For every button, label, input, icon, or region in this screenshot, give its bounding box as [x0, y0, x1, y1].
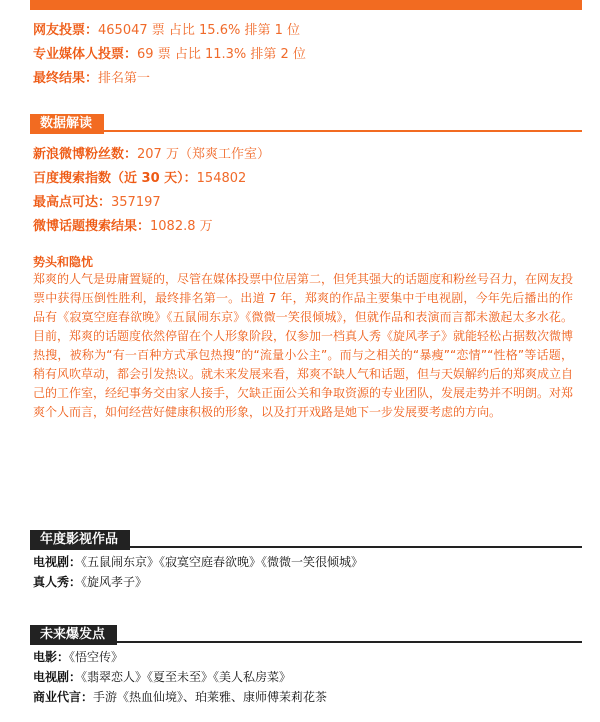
works-tv-value: 《五鼠闹东京》《寂寞空庭春欲晚》《微微一笑很倾城》 [81, 555, 364, 569]
data-row-value: 1082.8 万 [150, 219, 213, 234]
final-result-label: 最终结果： [33, 71, 99, 86]
final-result-value: 排名第一 [98, 71, 151, 86]
future-ad-row [33, 688, 327, 706]
data-row-baidu-index [33, 170, 246, 188]
data-row-value: 357197 [111, 195, 161, 210]
net-vote-value: 465047 票 占比 15.6% 排第 1 位 [98, 23, 301, 38]
future-ad-label: 商业代言： [33, 690, 94, 704]
media-vote-label: 专业媒体人投票： [33, 47, 138, 62]
net-vote-row [33, 22, 300, 40]
works-reality-value: 《旋风孝子》 [81, 575, 148, 589]
future-tv-label: 电视剧： [33, 670, 82, 684]
future-film-label: 电影： [33, 650, 70, 664]
analysis-paragraph: 郑爽的人气是毋庸置疑的，尽管在媒体投票中位居第二，但凭其强大的话题度和粉丝号召力，在网友投票中获得压倒性胜利，最终排名第一。出道 7 年，郑爽的作品主要集中于电视剧，今年先后播出的作品有《寂寞空庭春欲晚》《五鼠闹东京》《微微一笑很倾城》，但就作品和表演而言都未激起太多水花。目前，郑爽的话题度依然停留在个人形象阶段，仅参加一档真人秀《旋风孝子》就能轻松占据数次微博热搜，被称为“有一百种方式承包热搜”的“流量小公主”。而与之相关的“暴瘦”“恋情”“性格”等话题，稍有风吹草动，都会引发热议。就未来发展来看，郑爽不缺人气和话题，但与天娱解约后的郑爽成立自己的工作室，经纪事务交由家人接手，欠缺正面公关和争取资源的专业团队，发展走势并不明朗。对郑爽个人而言，如何经营好健康积极的形象，以及打开戏路是她下一步发展要考虑的方向。 [33, 272, 574, 419]
data-row-label: 百度搜索指数（近 30 天）： [33, 171, 197, 186]
data-row-value: 154802 [196, 171, 247, 186]
data-row-label: 最高点可达： [33, 195, 112, 210]
data-section-title: 数据解读 [30, 114, 104, 134]
works-reality-label: 真人秀： [33, 575, 82, 589]
future-ad-value: 手游《热血仙境》、珀莱雅、康师傅茉莉花茶 [93, 690, 328, 704]
future-film-value: 《悟空传》 [69, 650, 124, 664]
data-section-header [30, 112, 582, 132]
works-tv-label: 电视剧： [33, 555, 82, 569]
future-section-title: 未来爆发点 [30, 625, 117, 645]
data-row-label: 新浪微博粉丝数： [33, 147, 138, 162]
data-row-weibo-topic [33, 218, 213, 236]
works-section-header [30, 528, 582, 548]
future-tv-row [33, 668, 291, 686]
future-tv-value: 《翡翠恋人》《夏至未至》《美人私房菜》 [81, 670, 292, 684]
final-result-row [33, 70, 150, 88]
media-vote-value: 69 票 占比 11.3% 排第 2 位 [137, 47, 306, 62]
works-tv-row [33, 553, 363, 571]
top-accent-bar [30, 0, 582, 10]
data-row-weibo-fans [33, 146, 270, 164]
works-reality-row [33, 573, 147, 591]
future-section-header [30, 623, 582, 643]
works-section-title: 年度影视作品 [30, 530, 130, 550]
data-row-value: 207 万（郑爽工作室） [137, 147, 270, 162]
media-vote-row [33, 46, 306, 64]
analysis-title: 势头和隐忧 [33, 255, 94, 269]
data-row-label: 微博话题搜索结果： [33, 219, 151, 234]
data-row-peak [33, 194, 161, 212]
future-film-row [33, 648, 123, 666]
net-vote-label: 网友投票： [33, 23, 99, 38]
